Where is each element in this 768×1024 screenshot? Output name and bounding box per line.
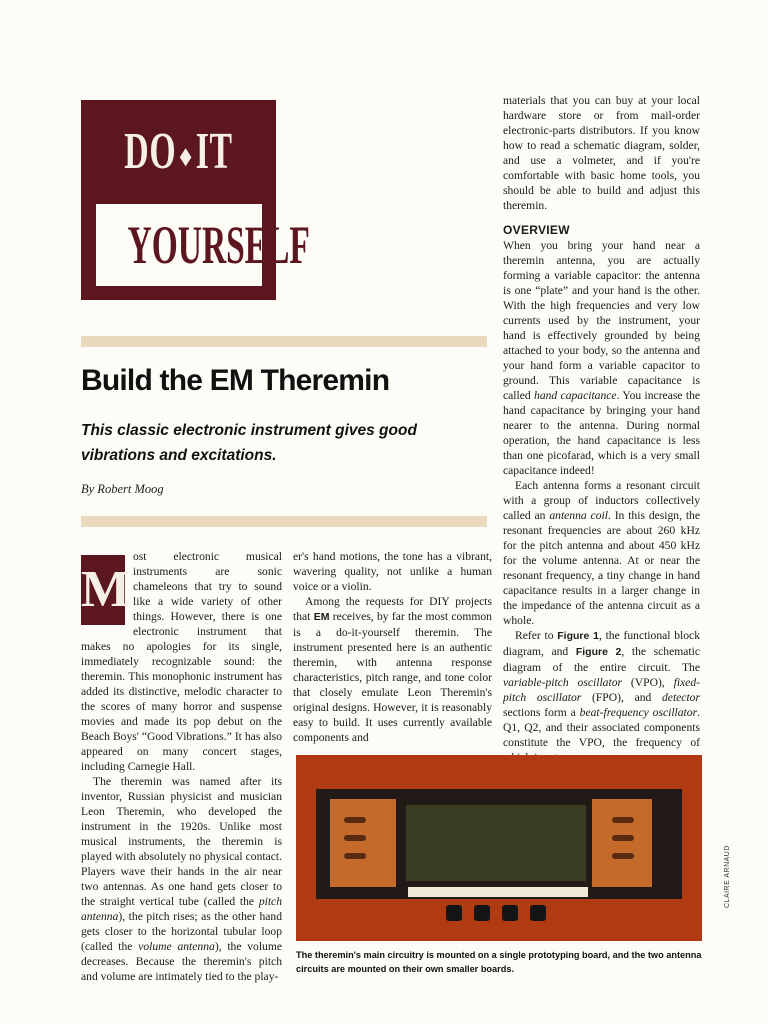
col2-p2-text-a: Among the requests for DIY projects that [293,595,492,623]
photo-caption: The theremin's main circuitry is mounted on a single prototyping board, and the two antenna circuits are mounted on their own smaller boards. [296,950,702,974]
photo-knob [474,905,490,921]
term-detector: detector [662,691,700,704]
term-hand-capacitance: hand capacitance [534,389,617,402]
article-byline: By Robert Moog [81,482,164,496]
photo-coil [612,853,634,859]
do-it-yourself-logo [81,100,310,300]
col3-paragraph-4 [503,628,700,765]
column-3 [503,93,700,765]
section-heading-overview: OVERVIEW [503,223,570,237]
col3-p4-text-d: (VPO), [622,676,674,689]
term-fpo: fixed-pitch oscillator [503,676,700,704]
photo-coil [344,835,366,841]
term-bfo: beat-frequency oscillator [579,706,698,719]
term-volume-antenna: volume antenna [138,940,215,953]
term-vpo: variable-pitch oscillator [503,676,623,689]
col3-p2-text-b: . You increase the hand capacitance by bringing your hand nearer to the antenna. During normal operation, the hand capacitance is less than one picofarad, which is a very small capacitance indeed! [503,389,701,477]
term-antenna-coil: antenna coil [549,509,608,522]
col3-p4-text-a: Refer to [515,629,558,642]
photo-coil [612,817,634,823]
photo-coil [344,817,366,823]
col1-p2-text-a: The theremin was named after its inventor, Russian physicist and musician Leon Theremin, who developed the instrument in the 1920s. Unlike most musical instruments, the theremin is played with absolutely no physical contact. Players wave their hands in the air near two antennas. As one hand gets closer to the straight vertical tube (called the [81,775,282,908]
column-1 [81,549,282,984]
photo-strip [408,887,588,897]
photo-knob [502,905,518,921]
col3-p2-text-a: When you bring your hand near a theremin antenna, you are actually forming a variable capacitor: the antenna is one “plate” and your hand is the other. With the high frequencies and very low currents used by the instrument, your hand is effectively grounded by being attached to your body, so the antenna and your hand form a variable capacitor to ground. This variable capacitance is called [503,239,700,402]
diamond-icon: ◆ [180,143,192,169]
photo-left-antenna-board [330,799,396,887]
term-pitch-antenna: pitch antenna [81,895,282,923]
col3-p4-text-g: . Q1, Q2, and their associated components constitute the VPO, the frequency of [503,706,700,749]
col3-p4-text-f: sections form a [503,706,580,719]
photo-credit: CLAIRE ARNAUD [724,845,731,908]
col3-paragraph-3 [503,478,700,628]
figure-1-ref: Figure 1 [557,630,599,642]
divider-bottom [81,516,487,527]
col3-paragraph-1: materials that you can buy at your local hardware store or from mail-order electronic-parts distributors. If you know how to read a schematic diagram, solder, and use a volmeter, and if you're comfortable with basic home tools, you should be able to build and adjust this theremin. [503,94,700,212]
article-title: Build the EM Theremin [81,364,390,397]
logo-yourself: YOURSELF [127,215,310,275]
col3-p4-text-e: (FPO), and [581,691,662,704]
col2-paragraph-1: er's hand motions, the tone has a vibrant, wavering quality, not unlike a human voice or a violin. [293,550,492,593]
photo-coil [344,853,366,859]
col1-paragraph-1 [81,549,282,774]
logo-it: IT [195,123,233,180]
logo-yourself-box [96,204,310,286]
photo-main-board [406,805,586,881]
figure-2-ref: Figure 2 [575,646,622,658]
photo-right-antenna-board [592,799,652,887]
col1-p2-text-c: ), the volume decreases. Because the theremin's pitch and volume are intimately tied to the play- [81,940,283,983]
photo-knob [446,905,462,921]
logo-do: DO [124,123,177,180]
col1-p2-text-b: ), the pitch rises; as the other hand gets closer to the horizontal tubular loop (called the [81,910,282,953]
col3-paragraph-2 [503,238,700,478]
photo-coil [612,835,634,841]
divider-top [81,336,487,347]
article-subtitle: This classic electronic instrument gives good vibrations and excitations. [81,422,417,464]
col1-p1-text: ost electronic musical instruments are sonic chameleons that try to sound like a wide variety of other things. However, there is one electronic instrument that makes no apologies for its single, immediately recognizable sound: the theremin. This monophonic instrument has added its distinctive, melodic character to the scores of many horror and suspense movies and made its pop debut on the Beach Boys' “Good Vibrations.” It has also appeared on many concert stages, including Carnegie Hall. [81,550,282,773]
col3-p4-text-c: , the schematic diagram of the entire circuit. The [503,645,700,674]
col3-p3-text-a: Each antenna forms a resonant circuit with a group of inductors collectively called an [503,479,700,522]
col1-paragraph-2 [81,774,282,984]
photo-knob [530,905,546,921]
logo-line-do-it [115,122,242,186]
column-2 [293,549,492,745]
col3-p4-text-b: , the functional block diagram, and [503,629,700,658]
theremin-circuit-photo [296,755,702,941]
col2-p2-text-b: receives, by far the most common is a do-it-yourself theremin. The instrument presented here is an authentic theremin, with antenna response characteristics, pitch range, and tone color that closely emulate Leon Theremin's original designs. However, it is reasonably easy to build. It uses currently available components and [293,610,492,744]
drop-cap: M [81,555,125,625]
em-logo-text: EM [313,611,330,623]
col2-paragraph-2 [293,594,492,745]
col3-p3-text-b: . In this design, the resonant frequencies are about 260 kHz for the pitch antenna and about 450 kHz for the volume antenna. At or near the resonant frequency, a tiny change in hand capacitance results in a larger change in the impedance of the antenna circuit as a whole. [503,509,701,627]
